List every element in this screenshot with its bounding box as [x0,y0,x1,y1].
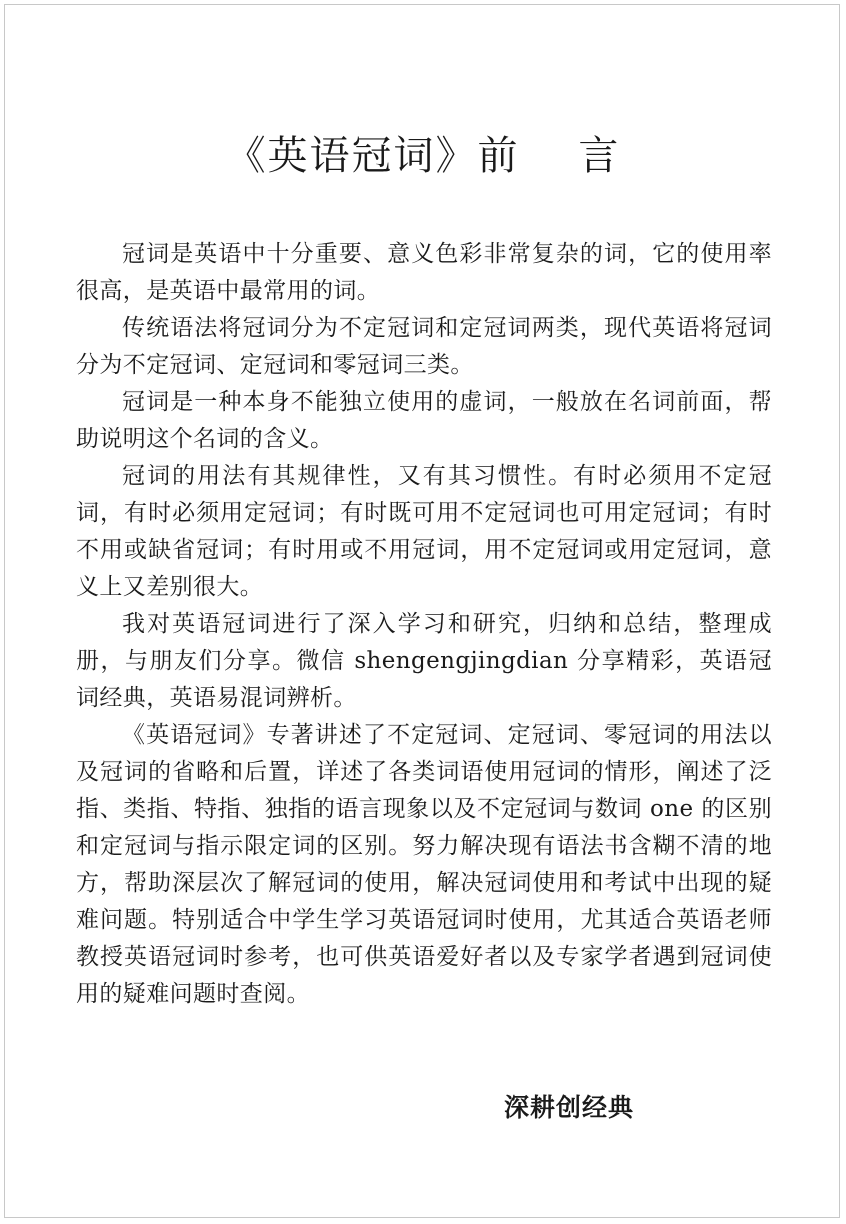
paragraph: 我对英语冠词进行了深入学习和研究，归纳和总结，整理成册，与朋友们分享。微信 shengengjingdian 分享精彩，英语冠词经典，英语易混词辨析。 [76,611,772,711]
paragraph: 冠词是一种本身不能独立使用的虚词，一般放在名词前面，帮助说明这个名词的含义。 [76,389,772,452]
paragraph: 传统语法将冠词分为不定冠词和定冠词两类，现代英语将冠词分为不定冠词、定冠词和零冠词三类。 [76,315,772,378]
paragraph: 冠词是英语中十分重要、意义色彩非常复杂的词，它的使用率很高，是英语中最常用的词。 [76,241,772,304]
paragraph: 《英语冠词》专著讲述了不定冠词、定冠词、零冠词的用法以及冠词的省略和后置，详述了各类词语使用冠词的情形，阐述了泛指、类指、特指、独指的语言现象以及不定冠词与数词 one 的区别和定冠词与指示限定词的区别。努力解决现有语法书含糊不清的地方，帮助深层次了解冠词的使用，解决冠词使用和考试中出现的疑难问题。特别适合中学生学习英语冠词时使用，尤其适合英语老师教授英语冠词时参考，也可供英语爱好者以及专家学者遇到冠词使用的疑难问题时查阅。 [76,722,772,1007]
author-signature: 深耕创经典 [504,1093,635,1122]
page-title: 《英语冠词》前 言 [225,133,621,179]
document-body [76,236,772,1013]
paragraph: 冠词的用法有其规律性，又有其习惯性。有时必须用不定冠词，有时必须用定冠词；有时既可用不定冠词也可用定冠词；有时不用或缺省冠词；有时用或不用冠词，用不定冠词或用定冠词，意义上又差别很大。 [76,463,772,600]
